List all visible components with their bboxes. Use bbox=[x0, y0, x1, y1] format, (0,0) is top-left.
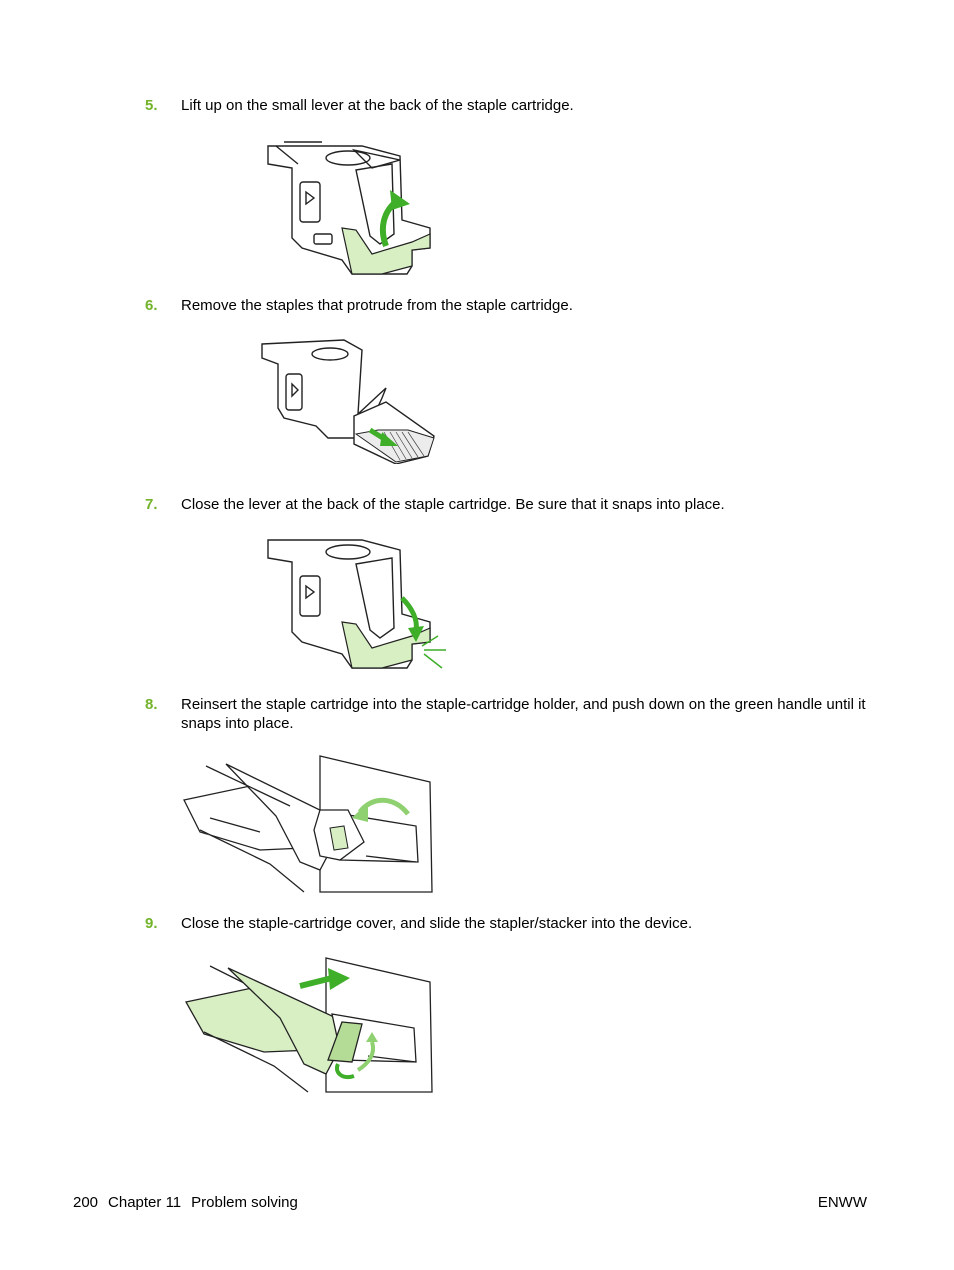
step-number: 9. bbox=[145, 915, 158, 932]
step-text: Remove the staples that protrude from the staple cartridge. bbox=[181, 297, 573, 314]
close-lever-illustration bbox=[262, 532, 448, 674]
remove-staples-illustration bbox=[258, 334, 438, 464]
step-text: Close the staple-cartridge cover, and slide the stapler/stacker into the device. bbox=[181, 915, 693, 932]
step-number: 6. bbox=[145, 297, 158, 314]
reinsert-cartridge-illustration bbox=[180, 752, 436, 894]
step-text: Lift up on the small lever at the back of the staple cartridge. bbox=[181, 97, 574, 114]
step-number: 5. bbox=[145, 97, 158, 114]
step-text: Close the lever at the back of the staple cartridge. Be sure that it snaps into place. bbox=[181, 496, 725, 513]
step-text: Reinsert the staple cartridge into the staple-cartridge holder, and push down on the green handle until it snaps into place. bbox=[181, 696, 866, 732]
lift-lever-illustration bbox=[262, 138, 444, 280]
chapter-title: Problem solving bbox=[191, 1194, 298, 1211]
step-number: 8. bbox=[145, 696, 158, 713]
chapter-label: Chapter 11 bbox=[108, 1194, 182, 1211]
slide-stacker-illustration bbox=[182, 952, 436, 1094]
page-footer-left bbox=[73, 1194, 308, 1211]
page-number: 200 bbox=[73, 1194, 99, 1211]
step-number: 7. bbox=[145, 496, 158, 513]
doc-code: ENWW bbox=[817, 1194, 867, 1211]
